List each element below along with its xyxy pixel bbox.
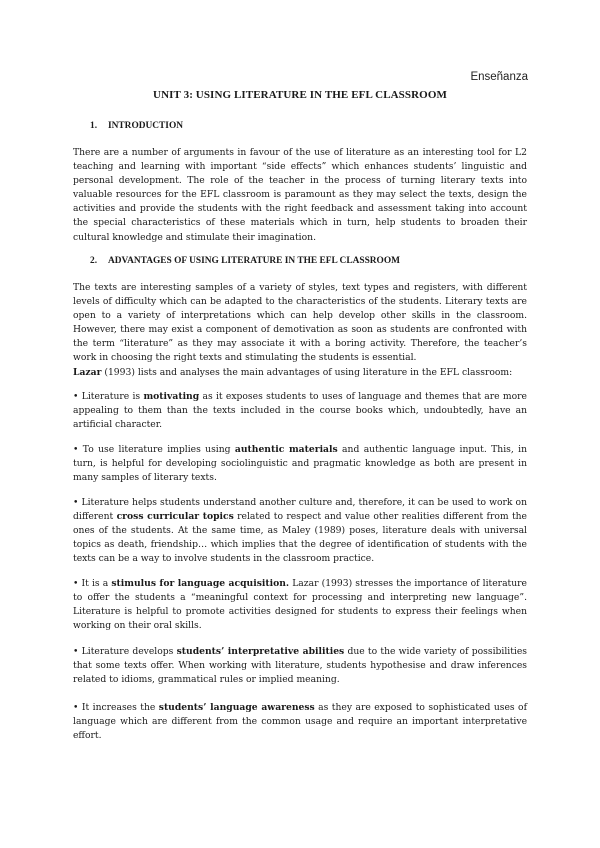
bullet-text: • It is a (73, 578, 112, 589)
bullet-keyword: authentic materials (234, 444, 338, 455)
bullet-authentic-materials (73, 443, 527, 485)
bullet-text: related to respect and value other realities different from the ones of the students. At the same time, as Maley (1989) poses, literature deals with universal topics as death, friendship… which implies that the degree of identification of students with the texts can be a way to involve students in the classroom practice. (73, 511, 527, 565)
section-title: INTRODUCTION (108, 121, 184, 131)
bullet-keyword: students’ language awareness (158, 702, 315, 713)
bullet-keyword: stimulus for language acquisition. (111, 578, 290, 589)
header-label: Enseñanza (470, 71, 528, 83)
bullet-text: due to the wide variety of possibilities that some texts offer. When working with literature, students hypothesise and draw inferences related to idioms, grammatical rules or implied meaning. (73, 646, 527, 686)
bullet-text: • To use literature implies using (73, 444, 235, 455)
bullet-keyword: motivating (143, 391, 200, 402)
section-heading-introduction (90, 121, 183, 131)
page-title: UNIT 3: USING LITERATURE IN THE EFL CLASSROOM (153, 89, 447, 101)
lazar-text: (1993) lists and analyses the main advantages of using literature in the EFL classroom: (101, 366, 513, 378)
bullet-text: as it exposes students to uses of language and themes that are more appealing to them than the texts included in the course books which, undoubtedly, have an artificial character. (73, 391, 527, 431)
bullet-interpretative-abilities (73, 645, 527, 687)
bullet-text: as they are exposed to sophisticated uses of language which are different from the common usage and require an important interpretative effort. (73, 702, 527, 742)
advantages-text: The texts are interesting samples of a variety of styles, text types and registers, with different levels of difficulty which can be adapted to the characteristics of the students. Literary texts are open to a variety of interpretations which can help develop other skills in the classroom. However, there may exist a component of demotivation as soon as students are confronted with the term “literature” as they may associate it with a boring activity. Therefore, the teacher’s work in choosing the right texts and stimulating the students is essential. (73, 282, 527, 364)
bullet-keyword: cross curricular topics (116, 511, 234, 523)
bullet-language-awareness (73, 701, 527, 743)
bullet-text: and authentic language input. This, in turn, is helpful for developing sociolinguistic and pragmatic knowledge as both are present in many samples of literary texts. (73, 444, 527, 484)
bullet-text: • It increases the (73, 702, 159, 713)
bullet-language-acquisition (73, 577, 527, 633)
bullet-text: • Literature is (73, 391, 144, 402)
section-number: 2. (90, 256, 98, 266)
bullet-text: Lazar (1993) stresses the importance of literature to offer the students a “meaningful context for processing and interpreting new language”. Literature is helpful to promote activities designed for students to express their feelings when working on their oral skills. (73, 578, 527, 632)
section-heading-advantages (90, 256, 400, 266)
bullet-keyword: students’ interpretative abilities (176, 646, 345, 657)
bullet-motivating (73, 390, 527, 432)
bullet-text: • Literature helps students understand another culture and, therefore, it can be used to work on different (73, 497, 527, 523)
bullet-cross-curricular (73, 496, 527, 566)
advantages-paragraph (73, 281, 527, 380)
intro-paragraph: There are a number of arguments in favour of the use of literature as an interesting tool for L2 teaching and learning with important “side effects” which enhances students’ linguistic and personal development. The role of the teacher in the process of turning literary texts into valuable resources for the EFL classroom is paramount as they may select the texts, design the activities and provide the students with the right feedback and assessment taking into account the special characteristics of these materials which in turn, help students to broaden their cultural knowledge and stimulate their imagination. (73, 147, 527, 243)
section-title: ADVANTAGES OF USING LITERATURE IN THE EFL CLASSROOM (108, 256, 400, 266)
section-number: 1. (90, 121, 98, 131)
lazar-name: Lazar (73, 366, 102, 378)
bullet-text: • Literature develops (73, 646, 177, 657)
